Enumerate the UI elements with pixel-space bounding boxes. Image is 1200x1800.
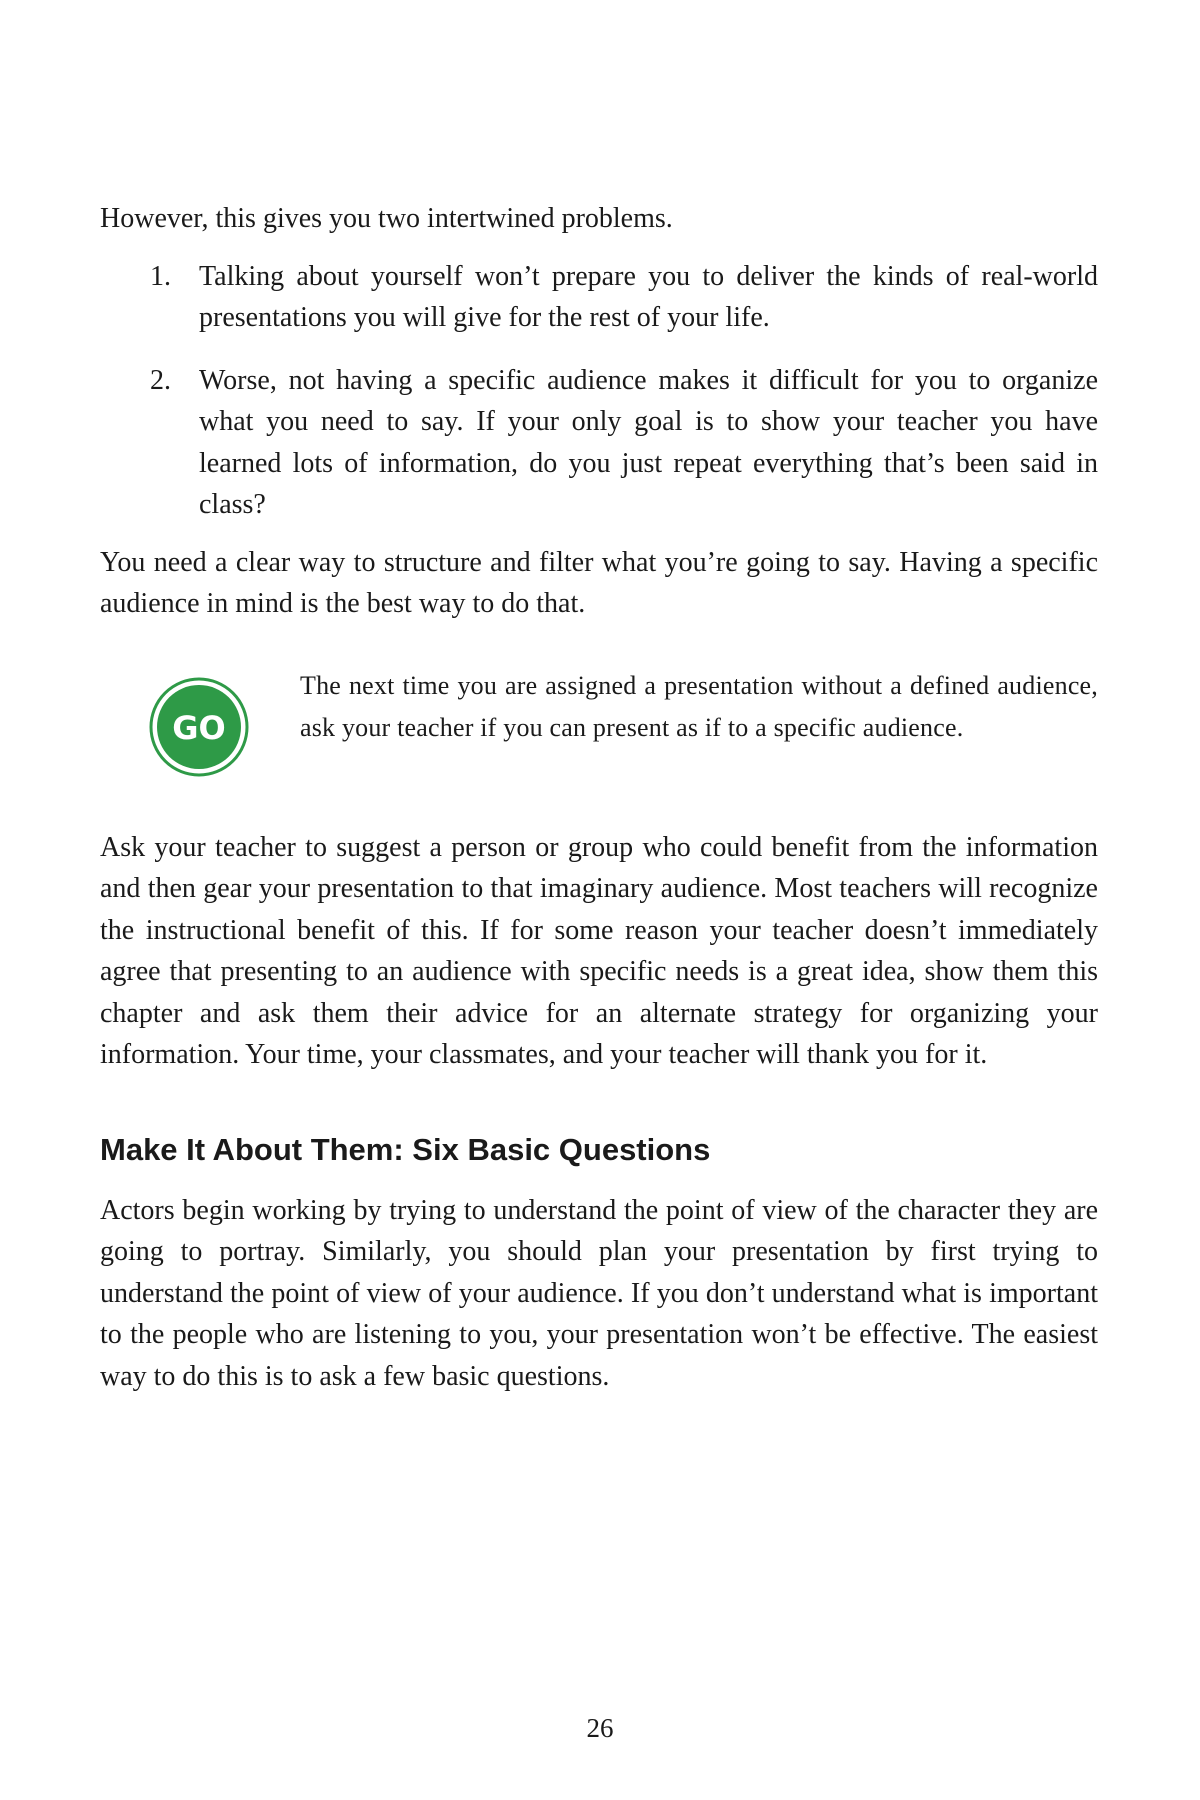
section-heading: Make It About Them: Six Basic Questions	[100, 1131, 711, 1167]
list-item-text: Talking about yourself won’t prepare you to deliver the kinds of real-world presentations you will give for the rest of your life.	[199, 260, 1098, 333]
go-badge-icon	[149, 677, 249, 777]
page-number: 26	[586, 1713, 614, 1743]
list-item	[100, 256, 1098, 339]
go-badge-label: GO	[172, 708, 226, 747]
intro-paragraph: However, this gives you two intertwined problems.	[100, 203, 673, 234]
list-item-number: 1.	[150, 260, 171, 292]
problems-list	[100, 256, 1098, 526]
actors-paragraph: Actors begin working by trying to understand the point of view of the character they are going to portray. Similarly, you should plan your presentation by first trying to understand the point of view of your audience. If you don’t understand what is important to the people who are listening to you, your presentation won’t be effective. The easiest way to do this is to ask a few basic questions.	[100, 1194, 1098, 1392]
list-item-text: Worse, not having a specific audience makes it difficult for you to organize what you need to say. If your only goal is to show your teacher you have learned lots of information, do you just repeat everything that’s been said in class?	[199, 364, 1098, 520]
structure-paragraph: You need a clear way to structure and filter what you’re going to say. Having a specific audience in mind is the best way to do that.	[100, 546, 1098, 619]
callout-text: The next time you are assigned a presentation without a defined audience, ask your teacher if you can present as if to a specific audience.	[300, 670, 1098, 742]
page-content	[100, 198, 1098, 1397]
list-item	[100, 360, 1098, 526]
teacher-paragraph: Ask your teacher to suggest a person or group who could benefit from the information and then gear your presentation to that imaginary audience. Most teachers will recognize the instructional benefit of this. If for some reason your teacher doesn’t immediately agree that presenting to an audience with specific needs is a great idea, show them this chapter and ask them their advice for an alternate strategy for organizing your information. Your time, your classmates, and your teacher will thank you for it.	[100, 831, 1098, 1070]
go-callout	[100, 665, 1098, 789]
list-item-number: 2.	[150, 364, 171, 396]
